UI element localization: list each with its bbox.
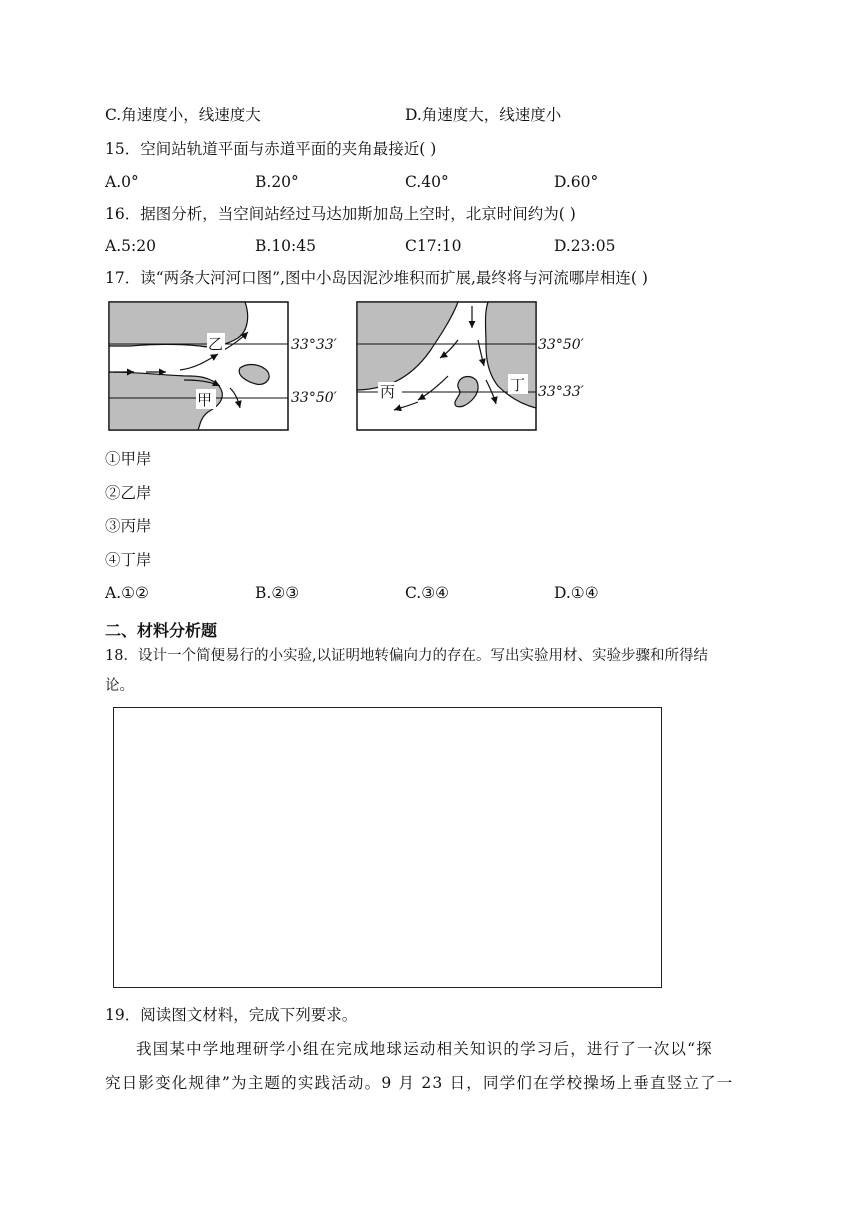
q17-option-c: C.③④ xyxy=(405,584,450,602)
right-map-label-bing: 丙 xyxy=(380,383,396,401)
q17-choice-1: ①甲岸 xyxy=(105,450,152,468)
q16-option-c: C17:10 xyxy=(405,237,462,255)
q16-option-a: A.5:20 xyxy=(105,237,156,255)
left-map-lat-top: 33°33′ xyxy=(291,337,337,353)
left-river-map xyxy=(109,302,338,430)
q16-stem: 16．据图分析，当空间站经过马达加斯加岛上空时，北京时间约为( ) xyxy=(105,205,576,223)
q14-option-d: D.角速度大，线速度小 xyxy=(405,106,562,124)
q15-option-d: D.60° xyxy=(554,173,599,191)
q18-stem-line1: 18．设计一个简便易行的小实验,以证明地转偏向力的存在。写出实验用材、实验步骤和所得结 xyxy=(105,648,709,664)
river-mouth-figure xyxy=(100,296,600,436)
q15-option-b: B.20° xyxy=(255,173,299,191)
q17-choice-3: ③丙岸 xyxy=(105,517,152,535)
q16-option-d: D.23:05 xyxy=(554,237,616,255)
section2-title: 二、材料分析题 xyxy=(105,621,218,640)
left-map-label-jia: 甲 xyxy=(197,391,213,409)
q17-choice-2: ②乙岸 xyxy=(105,484,152,502)
q15-option-c: C.40° xyxy=(405,173,449,191)
right-map-lat-top: 33°50′ xyxy=(538,337,584,353)
right-map-lat-bottom: 33°33′ xyxy=(538,384,584,400)
q14-option-c: C.角速度小，线速度大 xyxy=(105,106,261,124)
q17-choice-4: ④丁岸 xyxy=(105,551,152,569)
q19-paragraph-line2: 究日影变化规律”为主题的实践活动。9 月 23 日，同学们在学校操场上垂直竖立了一 xyxy=(105,1074,734,1092)
q17-option-b: B.②③ xyxy=(255,584,300,602)
q19-paragraph-line1: 我国某中学地理研学小组在完成地球运动相关知识的学习后，进行了一次以“探 xyxy=(136,1040,713,1058)
q18-answer-box[interactable] xyxy=(113,707,662,988)
q19-stem: 19．阅读图文材料，完成下列要求。 xyxy=(105,1006,358,1024)
left-map-label-yi: 乙 xyxy=(208,335,224,353)
left-map-lat-bottom: 33°50′ xyxy=(291,390,337,406)
left-map-north-bank xyxy=(109,302,248,347)
q17-option-d: D.①④ xyxy=(554,584,599,602)
right-river-map xyxy=(357,302,585,430)
q16-option-b: B.10:45 xyxy=(255,237,316,255)
q18-stem-line2: 论。 xyxy=(105,678,134,694)
q15-stem: 15．空间站轨道平面与赤道平面的夹角最接近( ) xyxy=(105,140,437,158)
q15-option-a: A.0° xyxy=(105,173,139,191)
q17-option-a: A.①② xyxy=(105,584,149,602)
q17-stem: 17．读“两条大河河口图”,图中小岛因泥沙堆积而扩展,最终将与河流哪岸相连( ) xyxy=(105,269,648,287)
right-map-label-ding: 丁 xyxy=(510,376,526,394)
